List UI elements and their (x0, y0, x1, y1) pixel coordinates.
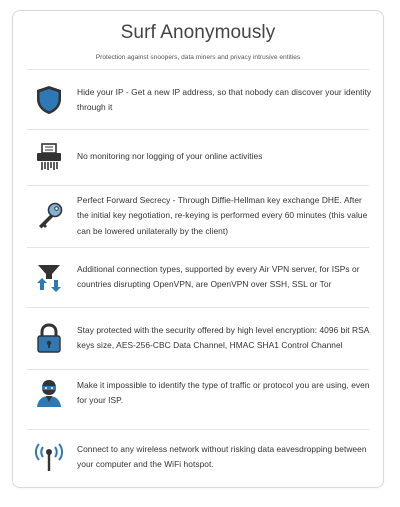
feature-perfect-forward-secrecy (29, 185, 373, 247)
features-card (12, 10, 384, 488)
masked-person-icon (29, 374, 69, 412)
page-subtitle: Protection against snoopers, data miners and privacy intrusive entities (95, 54, 301, 61)
feature-connection-types (29, 247, 373, 307)
feature-text: Perfect Forward Secrecy - Through Diffie-Hellman key exchange DHE. After the initial key negotiation, re-keying is performed every 60 minutes (this value can be lowered unilaterally by the client) (77, 195, 368, 236)
funnel-arrows-icon (29, 258, 69, 296)
feature-traffic-obfuscation (29, 369, 373, 417)
feature-encryption (29, 307, 373, 369)
wireless-antenna-icon (29, 438, 69, 476)
feature-text: Hide your IP - Get a new IP address, so that nobody can discover your identity through it (77, 86, 372, 112)
shredder-icon (29, 138, 69, 176)
feature-text: No monitoring nor logging of your online activities (77, 151, 263, 162)
page-title: Surf Anonymously (120, 22, 276, 43)
feature-wireless-protection (29, 429, 373, 485)
divider (27, 69, 369, 70)
feature-text: Stay protected with the security offered by high level encryption: 4096 bit RSA keys size, AES-256-CBC Data Channel, HMAC SHA1 Control Channel (77, 324, 369, 350)
feature-text: Make it impossible to identify the type of traffic or protocol you are using, even for your ISP. (77, 379, 370, 405)
feature-text: Additional connection types, supported by every Air VPN server, for ISPs or countries disrupting OpenVPN, are OpenVPN over SSH, SSL or Tor (77, 263, 360, 289)
padlock-icon (29, 319, 69, 357)
feature-text: Connect to any wireless network without risking data eavesdropping between your computer and the WiFi hotspot. (77, 443, 367, 469)
feature-hide-ip (29, 81, 373, 119)
shield-icon (29, 81, 69, 119)
key-icon (29, 197, 69, 235)
feature-no-logging (29, 129, 373, 185)
